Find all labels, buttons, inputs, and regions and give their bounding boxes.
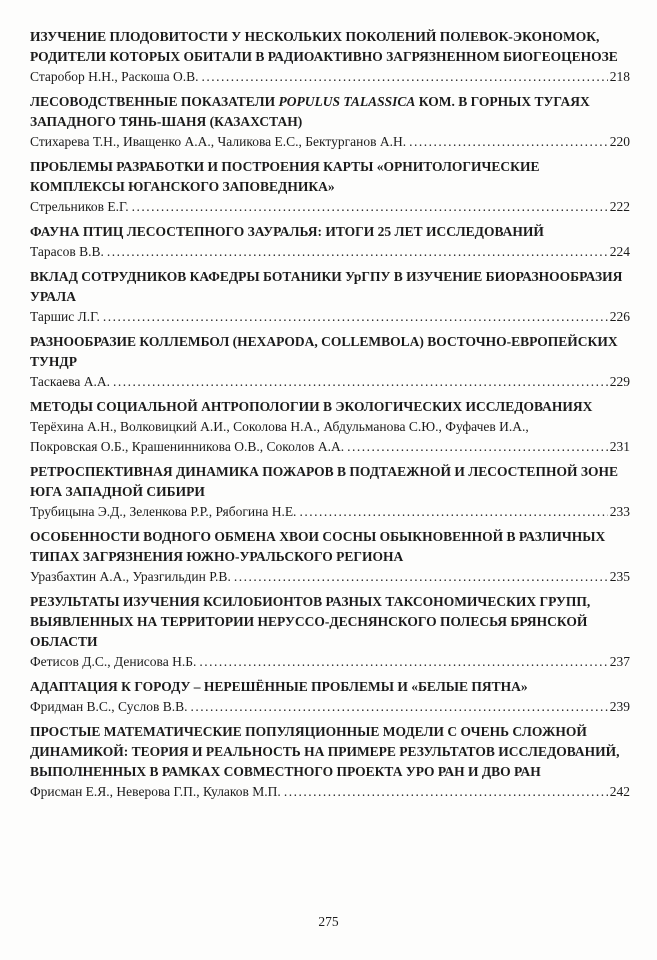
toc-list (30, 27, 630, 807)
entry-authors-line (30, 652, 630, 672)
entry-authors-text: Фридман В.С., Суслов В.В. (30, 699, 188, 714)
entry-authors-text: Тарасов В.В. (30, 244, 104, 259)
entry-page-number: 233 (609, 504, 630, 519)
entry-authors-text: Стихарева Т.Н., Иващенко А.А., Чаликова Е.С., Бектурганов А.Н. (30, 134, 407, 149)
entry-title: АДАПТАЦИЯ К ГОРОДУ – НЕРЕШЁННЫЕ ПРОБЛЕМЫ И «БЕЛЫЕ ПЯТНА» (30, 679, 528, 694)
entry-title: РЕТРОСПЕКТИВНАЯ ДИНАМИКА ПОЖАРОВ В ПОДТАЕЖНОЙ И ЛЕСОСТЕПНОЙ ЗОНЕ ЮГА ЗАПАДНОЙ СИБИРИ (30, 464, 618, 499)
entry-page-number: 239 (609, 699, 630, 714)
leader-dots (113, 372, 608, 392)
entry-authors (30, 502, 630, 522)
toc-entry (30, 332, 630, 392)
leader-dots (190, 697, 607, 717)
entry-authors-line (30, 67, 630, 87)
toc-entry (30, 462, 630, 522)
leader-dots (103, 307, 608, 327)
entry-authors (30, 417, 630, 457)
entry-authors-text: Таскаева А.А. (30, 374, 111, 389)
entry-authors (30, 197, 630, 217)
entry-page-number: 235 (609, 569, 630, 584)
entry-title: ВКЛАД СОТРУДНИКОВ КАФЕДРЫ БОТАНИКИ УрГПУ В ИЗУЧЕНИЕ БИОРАЗНООБРАЗИЯ УРАЛА (30, 269, 623, 304)
toc-entry (30, 267, 630, 327)
entry-page-number: 229 (609, 374, 630, 389)
entry-authors-line (30, 372, 630, 392)
entry-page-number: 224 (609, 244, 630, 259)
entry-title: ПРОБЛЕМЫ РАЗРАБОТКИ И ПОСТРОЕНИЯ КАРТЫ «ОРНИТОЛОГИЧЕСКИЕ КОМПЛЕКСЫ ЮГАНСКОГО ЗАПОВЕДНИКА» (30, 159, 540, 194)
entry-authors-line (30, 502, 630, 522)
toc-entry (30, 677, 630, 717)
entry-authors (30, 67, 630, 87)
entry-authors-text: Трубицына Э.Д., Зеленкова Р.Р., Рябогина Н.Е. (30, 504, 297, 519)
footer-page-number: 275 (318, 914, 339, 929)
entry-title: РАЗНООБРАЗИЕ КОЛЛЕМБОЛ (HEXAPODA, COLLEMBOLA) ВОСТОЧНО-ЕВРОПЕЙСКИХ ТУНДР (30, 334, 618, 369)
leader-dots (202, 67, 608, 87)
entry-authors-text: Фрисман Е.Я., Неверова Г.П., Кулаков М.П. (30, 784, 281, 799)
entry-title: ИЗУЧЕНИЕ ПЛОДОВИТОСТИ У НЕСКОЛЬКИХ ПОКОЛЕНИЙ ПОЛЕВОК-ЭКОНОМОК, РОДИТЕЛИ КОТОРЫХ ОБИТАЛИ В РАДИОАКТИВНО ЗАГРЯЗНЕННОМ БИОГЕОЦЕНОЗЕ (30, 29, 618, 64)
entry-authors (30, 307, 630, 327)
leader-dots (409, 132, 608, 152)
toc-entry (30, 222, 630, 262)
leader-dots (347, 437, 608, 457)
toc-entry (30, 27, 630, 87)
entry-page-number: 231 (609, 439, 630, 454)
entry-authors (30, 372, 630, 392)
entry-authors (30, 567, 630, 587)
entry-page-number: 237 (609, 654, 630, 669)
entry-authors-text: Старобор Н.Н., Раскоша О.В. (30, 69, 199, 84)
entry-page-number: 222 (609, 199, 630, 214)
toc-entry (30, 157, 630, 217)
entry-title: ФАУНА ПТИЦ ЛЕСОСТЕПНОГО ЗАУРАЛЬЯ: ИТОГИ 25 ЛЕТ ИССЛЕДОВАНИЙ (30, 224, 544, 239)
entry-title: ОСОБЕННОСТИ ВОДНОГО ОБМЕНА ХВОИ СОСНЫ ОБЫКНОВЕННОЙ В РАЗЛИЧНЫХ ТИПАХ ЗАГРЯЗНЕНИЯ ЮЖНО-УРАЛЬСКОГО РЕГИОНА (30, 529, 606, 564)
entry-authors-line (30, 437, 630, 457)
toc-entry (30, 92, 630, 152)
toc-entry (30, 527, 630, 587)
entry-authors-text: Уразбахтин А.А., Уразгильдин Р.В. (30, 569, 231, 584)
leader-dots (284, 782, 608, 802)
entry-page-number: 220 (609, 134, 630, 149)
entry-authors-line (30, 132, 630, 152)
entry-authors-text: Фетисов Д.С., Денисова Н.Б. (30, 654, 197, 669)
entry-authors-text: Стрельников Е.Г. (30, 199, 129, 214)
entry-authors-text: Покровская О.Б., Крашенинникова О.В., Соколов А.А. (30, 439, 345, 454)
leader-dots (199, 652, 607, 672)
leader-dots (107, 242, 608, 262)
entry-title: ЛЕСОВОДСТВЕННЫЕ ПОКАЗАТЕЛИ POPULUS TALASSICA КОМ. В ГОРНЫХ ТУГАЯХ ЗАПАДНОГО ТЯНЬ-ШАНЯ (КАЗАХСТАН) (30, 94, 590, 129)
entry-authors-line: Терёхина А.Н., Волковицкий А.И., Соколова Н.А., Абдульманова С.Ю., Фуфачев И.А., (30, 419, 529, 434)
entry-page-number: 218 (609, 69, 630, 84)
leader-dots (132, 197, 608, 217)
entry-title: МЕТОДЫ СОЦИАЛЬНОЙ АНТРОПОЛОГИИ В ЭКОЛОГИЧЕСКИХ ИССЛЕДОВАНИЯХ (30, 399, 593, 414)
toc-entry (30, 397, 630, 457)
entry-title: РЕЗУЛЬТАТЫ ИЗУЧЕНИЯ КСИЛОБИОНТОВ РАЗНЫХ ТАКСОНОМИЧЕСКИХ ГРУПП, ВЫЯВЛЕННЫХ НА ТЕРРИТОРИИ НЕРУССО-ДЕСНЯНСКОГО ПОЛЕСЬЯ БРЯНСКОЙ ОБЛАСТИ (30, 594, 591, 649)
entry-authors-line (30, 567, 630, 587)
toc-entry (30, 722, 630, 802)
entry-authors (30, 697, 630, 717)
entry-authors-line (30, 697, 630, 717)
entry-title: ПРОСТЫЕ МАТЕМАТИЧЕСКИЕ ПОПУЛЯЦИОННЫЕ МОДЕЛИ С ОЧЕНЬ СЛОЖНОЙ ДИНАМИКОЙ: ТЕОРИЯ И РЕАЛЬНОСТЬ НА ПРИМЕРЕ РЕЗУЛЬТАТОВ ИССЛЕДОВАНИЙ, ВЫПОЛНЕННЫХ В РАМКАХ СОВМЕСТНОГО ПРОЕКТА УРО РАН И ДВО РАН (30, 724, 620, 779)
entry-authors (30, 652, 630, 672)
entry-title-italic-segment: POPULUS TALASSICA (278, 94, 416, 109)
entry-authors-line (30, 242, 630, 262)
entry-authors-line (30, 197, 630, 217)
toc-entry (30, 592, 630, 672)
entry-page-number: 242 (609, 784, 630, 799)
entry-authors (30, 132, 630, 152)
leader-dots (234, 567, 608, 587)
entry-authors (30, 782, 630, 802)
entry-page-number: 226 (609, 309, 630, 324)
entry-authors (30, 242, 630, 262)
entry-authors-line (30, 307, 630, 327)
entry-authors-line (30, 782, 630, 802)
leader-dots (299, 502, 607, 522)
entry-authors-text: Таршис Л.Г. (30, 309, 100, 324)
